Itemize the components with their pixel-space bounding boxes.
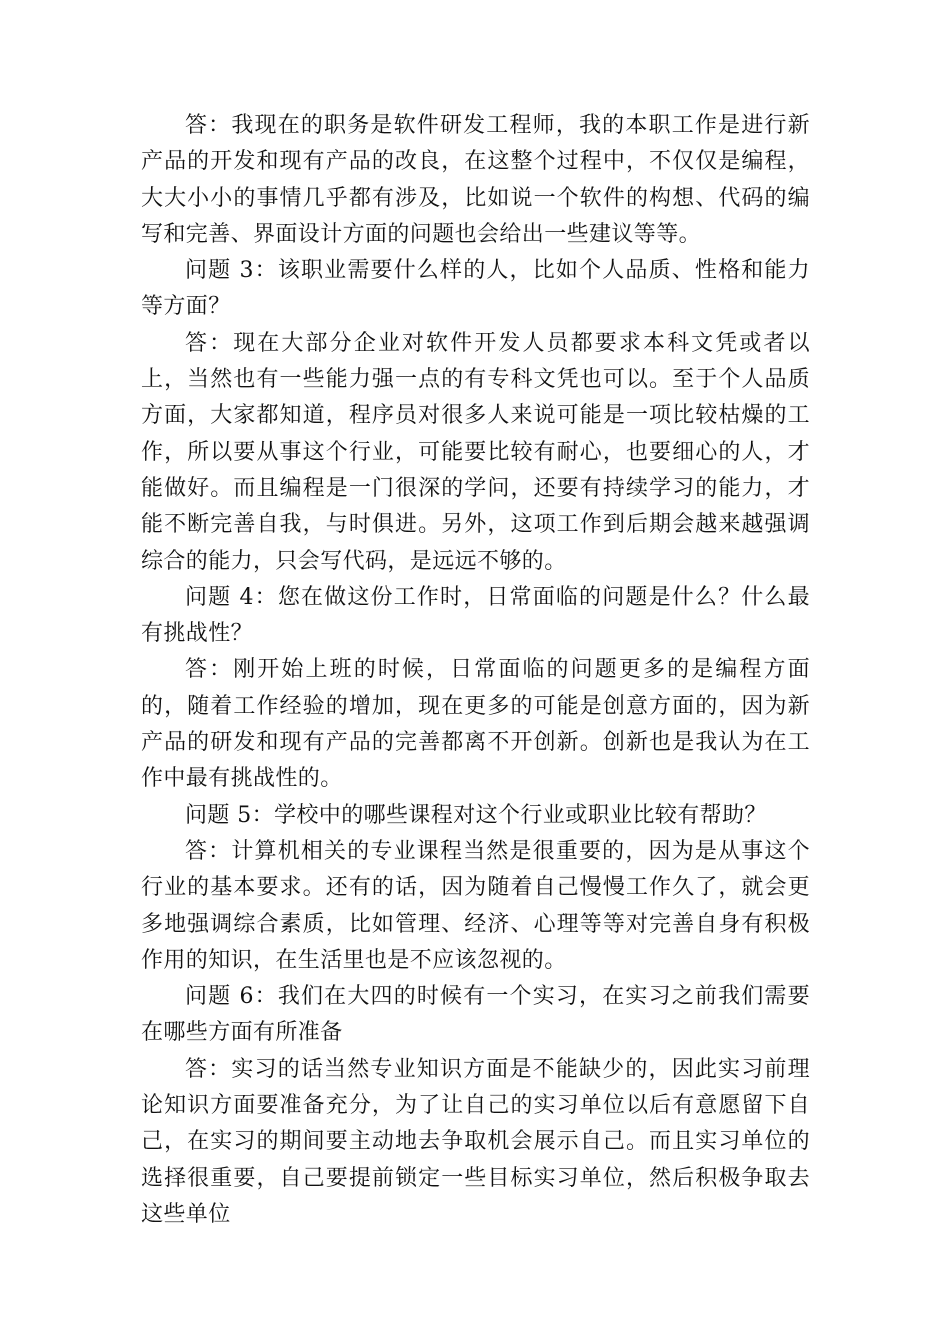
answer-paragraph: 答：我现在的职务是软件研发工程师，我的本职工作是进行新产品的开发和现有产品的改良，在这整个过程中，不仅仅是编程，大大小小的事情几乎都有涉及，比如说一个软件的构想、代码的编写和完善、界面设计方面的问题也会给出一些建议等等。 bbox=[141, 113, 810, 247]
question-paragraph: 问题 6：我们在大四的时候有一个实习，在实习之前我们需要在哪些方面有所准备 bbox=[141, 984, 810, 1046]
answer-paragraph: 答：计算机相关的专业课程当然是很重要的，因为是从事这个行业的基本要求。还有的话，因为随着自己慢慢工作久了，就会更多地强调综合素质，比如管理、经济、心理等等对完善自身有积极作用的知识，在生活里也是不应该忽视的。 bbox=[141, 838, 810, 973]
answer-paragraph: 答：现在大部分企业对软件开发人员都要求本科文凭或者以上，当然也有一些能力强一点的有专科文凭也可以。至于个人品质方面，大家都知道，程序员对很多人来说可能是一项比较枯燥的工作，所以要从事这个行业，可能要比较有耐心，也要细心的人，才能做好。而且编程是一门很深的学问，还要有持续学习的能力，才能不断完善自我，与时俱进。另外，这项工作到后期会越来越强调综合的能力，只会写代码，是远远不够的。 bbox=[141, 330, 810, 574]
question-paragraph: 问题 4：您在做这份工作时，日常面临的问题是什么？什么最有挑战性？ bbox=[141, 584, 810, 647]
answer-paragraph: 答：刚开始上班的时候，日常面临的问题更多的是编程方面的，随着工作经验的增加，现在更多的可能是创意方面的，因为新产品的研发和现有产品的完善都离不开创新。创新也是我认为在工作中最有挑战性的。 bbox=[141, 657, 810, 792]
question-paragraph: 问题 5：学校中的哪些课程对这个行业或职业比较有帮助？ bbox=[185, 802, 767, 828]
question-paragraph: 问题 3：该职业需要什么样的人，比如个人品质、性格和能力等方面？ bbox=[141, 258, 810, 320]
document-body bbox=[141, 108, 810, 1233]
answer-paragraph: 答：实习的话当然专业知识方面是不能缺少的，因此实习前理论知识方面要准备充分，为了让自己的实习单位以后有意愿留下自己，在实习的期间要主动地去争取机会展示自己。而且实习单位的选择很重要，自己要提前锁定一些目标实习单位，然后积极争取去这些单位 bbox=[141, 1056, 810, 1227]
